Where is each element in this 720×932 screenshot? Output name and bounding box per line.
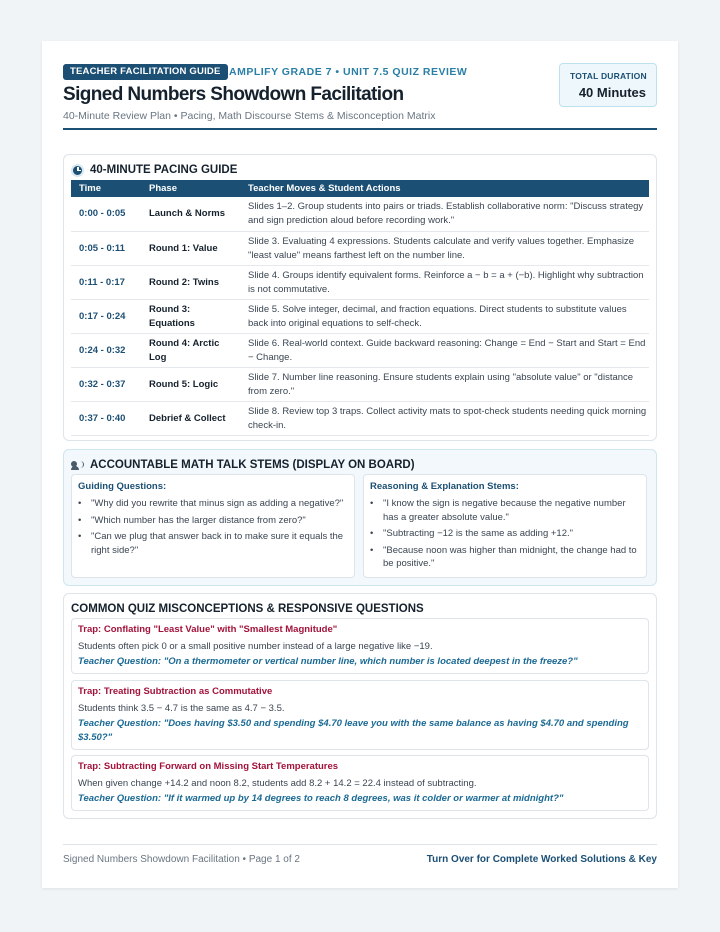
col-header-phase: Phase — [141, 180, 240, 197]
table-row — [71, 265, 649, 299]
footer-turn-over-note: Turn Over for Complete Worked Solutions & Key — [426, 854, 657, 865]
guiding-heading: Guiding Questions: — [78, 481, 167, 492]
action-cell: Slide 3. Evaluating 4 expressions. Students calculate and verify values together. Emphasize "least value" means farthest left on the number line. — [240, 231, 649, 265]
trap-description: When given change +14.2 and noon 8.2, students add 8.2 + 14.2 = 22.4 instead of subtracting. — [78, 778, 477, 789]
math-talk-section — [63, 449, 657, 586]
col-header-time: Time — [71, 180, 141, 197]
phase-cell: Debrief & Collect — [141, 401, 240, 435]
footer-page-info: Signed Numbers Showdown Facilitation • Page 1 of 2 — [63, 854, 300, 865]
phase-cell: Launch & Norms — [141, 197, 240, 231]
teacher-question: Teacher Question: "If it warmed up by 14 degrees to reach 8 degrees, was it colder or warmer at midnight?" — [78, 793, 564, 804]
reasoning-stems-box — [363, 474, 647, 578]
time-cell: 0:32 - 0:37 — [71, 367, 141, 401]
table-row — [71, 367, 649, 401]
teacher-question: Teacher Question: "On a thermometer or vertical number line, which number is located deepest in the freeze?" — [78, 656, 578, 667]
table-row — [71, 333, 649, 367]
list-item: • "I know the sign is negative because the negative number has a greater absolute value." — [370, 497, 642, 524]
teacher-question: Teacher Question: "Does having $3.50 and spending $4.70 leave you with the same balance as having $4.70 and spending $3.50?" — [78, 718, 629, 743]
time-cell: 0:37 - 0:40 — [71, 401, 141, 435]
phase-cell: Round 5: Logic — [141, 367, 240, 401]
page-header — [63, 63, 657, 130]
guiding-list — [78, 497, 350, 560]
duration-label: TOTAL DURATION — [570, 71, 647, 81]
time-cell: 0:00 - 0:05 — [71, 197, 141, 231]
total-duration-box — [559, 63, 657, 107]
action-cell: Slide 5. Solve integer, decimal, and fraction equations. Direct students to substitute values back into original equations to self-check. — [240, 299, 649, 333]
trap-card — [71, 755, 649, 811]
phase-cell: Round 3: Equations — [141, 299, 240, 333]
action-cell: Slide 6. Real-world context. Guide backward reasoning: Change = End − Start and Start = End − Change. — [240, 333, 649, 367]
clock-icon — [71, 164, 84, 177]
pacing-header-row — [71, 180, 649, 197]
reasoning-list — [370, 497, 642, 574]
page-title: Signed Numbers Showdown Facilitation — [63, 84, 404, 105]
trap-heading: Trap: Subtracting Forward on Missing Start Temperatures — [78, 761, 339, 772]
table-row — [71, 197, 649, 231]
list-item: • "Can we plug that answer back in to make sure it equals the right side?" — [78, 530, 350, 557]
pacing-section-title — [71, 163, 237, 177]
list-item: • "Subtracting −12 is the same as adding +12." — [370, 527, 642, 541]
trap-heading: Trap: Treating Subtraction as Commutative — [78, 686, 273, 697]
speaking-head-icon — [71, 460, 84, 470]
time-cell: 0:24 - 0:32 — [71, 333, 141, 367]
talk-section-title — [71, 458, 415, 472]
page-footer — [63, 844, 657, 864]
table-row — [71, 231, 649, 265]
pacing-guide-section — [63, 154, 657, 441]
pacing-table — [71, 180, 649, 436]
guiding-questions-box — [71, 474, 355, 578]
phase-cell: Round 1: Value — [141, 231, 240, 265]
document-page — [42, 41, 678, 888]
talk-title-text: ACCOUNTABLE MATH TALK STEMS (DISPLAY ON BOARD) — [90, 459, 415, 471]
time-cell: 0:05 - 0:11 — [71, 231, 141, 265]
trap-card — [71, 618, 649, 674]
trap-card — [71, 680, 649, 750]
page-subtitle: 40-Minute Review Plan • Pacing, Math Discourse Stems & Misconception Matrix — [63, 110, 436, 122]
list-item: • "Because noon was higher than midnight, the change had to be positive." — [370, 544, 642, 571]
pacing-title-text: 40-MINUTE PACING GUIDE — [90, 164, 238, 176]
reasoning-heading: Reasoning & Explanation Stems: — [370, 481, 519, 492]
misconceptions-title: COMMON QUIZ MISCONCEPTIONS & RESPONSIVE QUESTIONS — [71, 603, 424, 615]
table-row — [71, 299, 649, 333]
phase-cell: Round 4: Arctic Log — [141, 333, 240, 367]
table-row — [71, 401, 649, 435]
course-kicker: AMPLIFY GRADE 7 • UNIT 7.5 QUIZ REVIEW — [229, 66, 468, 78]
time-cell: 0:17 - 0:24 — [71, 299, 141, 333]
misconceptions-section — [63, 593, 657, 819]
time-cell: 0:11 - 0:17 — [71, 265, 141, 299]
action-cell: Slide 4. Groups identify equivalent forms. Reinforce a − b = a + (−b). Highlight why subtraction is not commutative. — [240, 265, 649, 299]
trap-heading: Trap: Conflating "Least Value" with "Smallest Magnitude" — [78, 624, 338, 635]
col-header-actions: Teacher Moves & Student Actions — [240, 180, 649, 197]
duration-value: 40 Minutes — [578, 85, 646, 100]
list-item: • "Why did you rewrite that minus sign as adding a negative?" — [78, 497, 350, 511]
phase-cell: Round 2: Twins — [141, 265, 240, 299]
action-cell: Slide 7. Number line reasoning. Ensure students explain using "absolute value" or "distance from zero." — [240, 367, 649, 401]
trap-description: Students often pick 0 or a small positive number instead of a large negative like −19. — [78, 641, 433, 652]
list-item: • "Which number has the larger distance from zero?" — [78, 514, 350, 528]
action-cell: Slide 8. Review top 3 traps. Collect activity mats to spot-check students needing quick morning check-in. — [240, 401, 649, 435]
guide-type-badge: TEACHER FACILITATION GUIDE — [63, 64, 228, 80]
trap-description: Students think 3.5 − 4.7 is the same as 4.7 − 3.5. — [78, 703, 285, 714]
action-cell: Slides 1–2. Group students into pairs or triads. Establish collaborative norm: "Discuss strategy and sign prediction aloud before recording work." — [240, 197, 649, 231]
